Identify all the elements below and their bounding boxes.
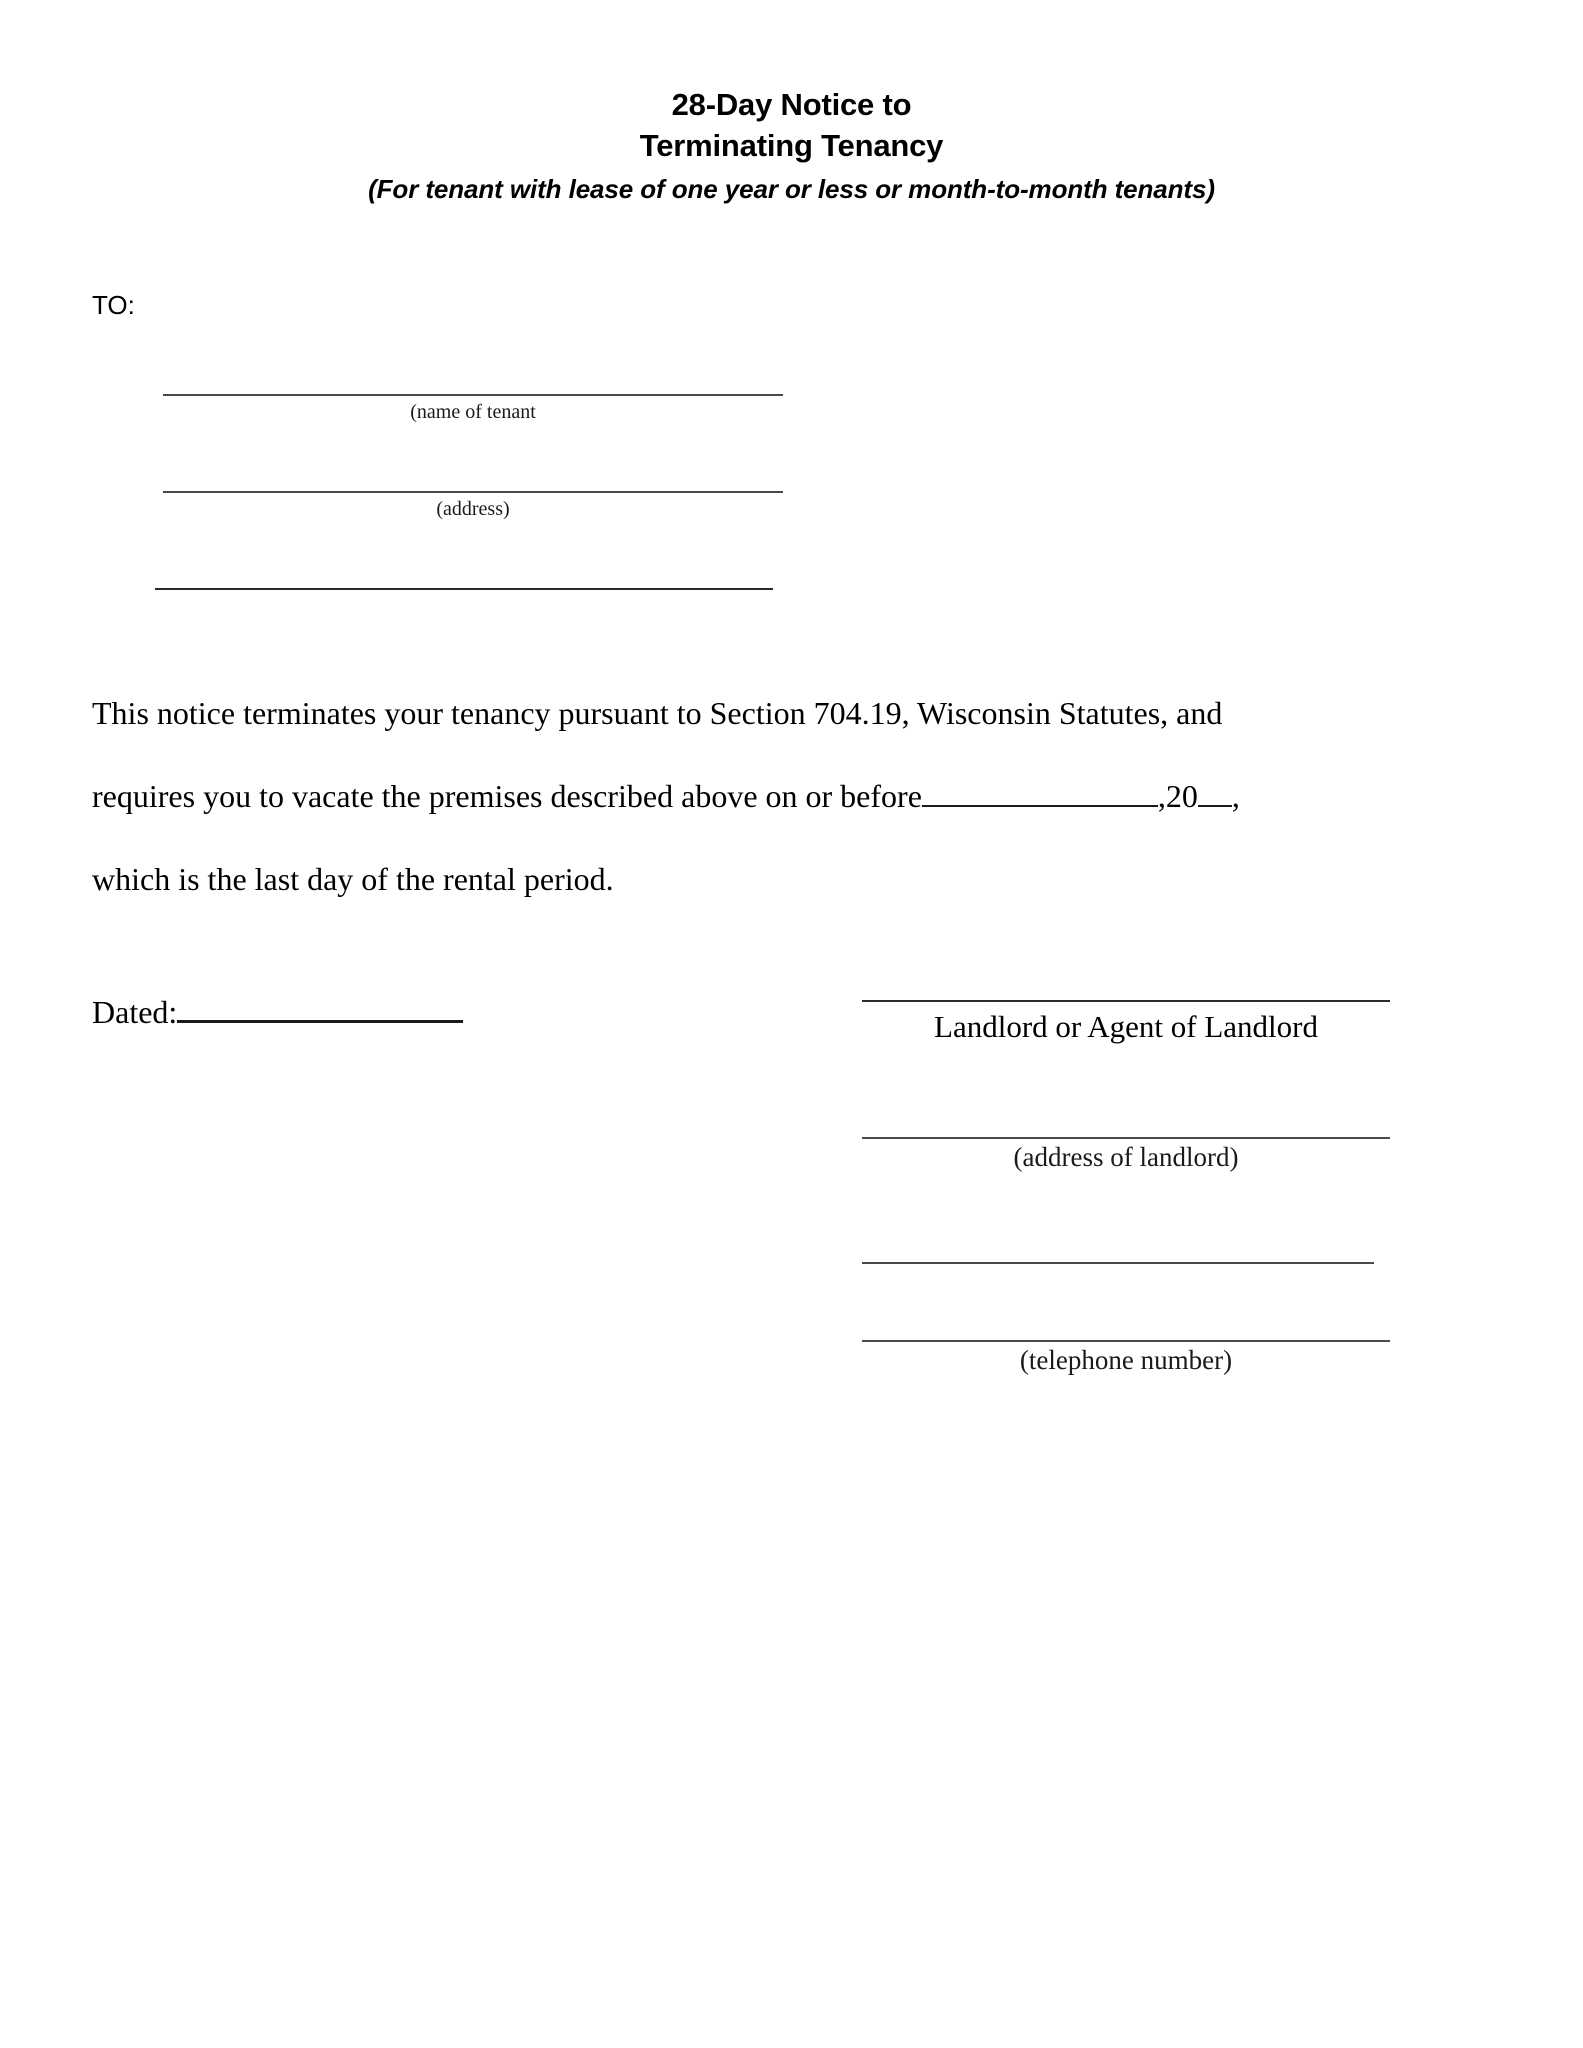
landlord-telephone-caption: (telephone number) <box>1019 1345 1233 1375</box>
landlord-address-line[interactable] <box>862 1137 1390 1139</box>
dated-label: Dated: <box>92 994 178 1030</box>
page-title-line-2: Terminating Tenancy <box>639 128 944 163</box>
landlord-telephone-line[interactable] <box>862 1340 1390 1342</box>
tenant-address-input-line[interactable] <box>163 491 783 493</box>
tenant-address-caption: (address) <box>436 498 510 520</box>
recipient-to-label: TO: <box>92 290 135 320</box>
landlord-signature-caption: Landlord or Agent of Landlord <box>934 1009 1318 1044</box>
tenant-name-input-line[interactable] <box>163 394 783 396</box>
notice-body-line-2-tail: , <box>1231 778 1240 814</box>
dated-input-blank[interactable] <box>177 990 463 1023</box>
document-title-block <box>0 84 1583 208</box>
tenant-extra-input-line[interactable] <box>155 588 773 590</box>
landlord-signature-line[interactable] <box>862 1000 1390 1002</box>
vacate-date-blank[interactable] <box>922 777 1158 807</box>
landlord-address-caption: (address of landlord) <box>1013 1142 1239 1172</box>
notice-body-line-2 <box>92 755 1492 838</box>
dated-field <box>92 990 463 1032</box>
vacate-year-blank[interactable] <box>1198 777 1232 807</box>
notice-body-paragraph <box>92 672 1492 921</box>
notice-body-line-1: This notice terminates your tenancy pursuant to Section 704.19, Wisconsin Statutes, and <box>92 695 1223 731</box>
notice-body-line-2-year-label: ,20 <box>1157 778 1198 814</box>
notice-body-line-3: which is the last day of the rental period. <box>92 861 614 897</box>
tenant-name-caption: (name of tenant <box>410 401 536 423</box>
page-subtitle: (For tenant with lease of one year or less or month-to-month tenants) <box>368 174 1215 204</box>
landlord-address-line-2[interactable] <box>862 1262 1374 1264</box>
page-title-line-1: 28-Day Notice to <box>671 87 912 122</box>
notice-body-line-2-text: requires you to vacate the premises described above on or before <box>92 778 922 814</box>
